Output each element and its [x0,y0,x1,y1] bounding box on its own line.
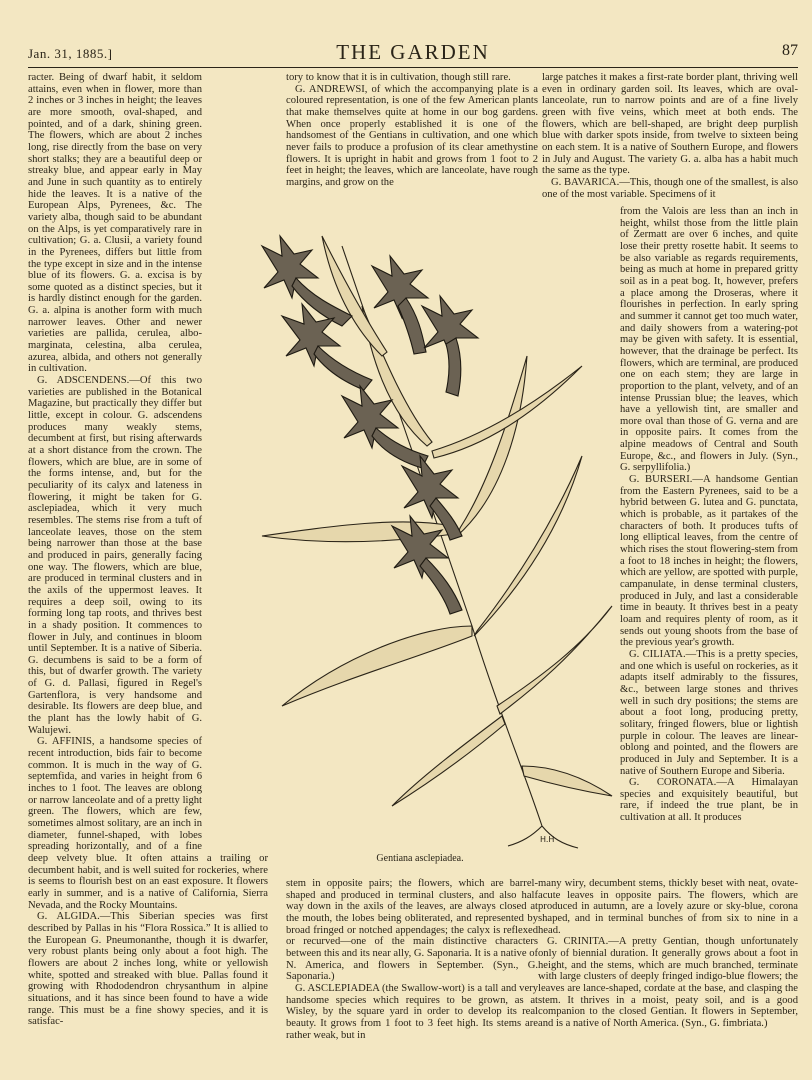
column-middle-bottom [286,878,538,1072]
paragraph: from the Valois are less than an inch in height, whilst those from the little plain of Zermatt are over 6 inches, and quite lose their pretty rosette habit. It seems to be also variable as regards requirements, being as much at home in prepared gritty soil as in a peat bog. It, however, prefers a place among the Droseras, where it flourishes in perfection. In early spring and summer it cannot get too much water, and daily showers from a watering-pot may be given with safety. It is essential, however, that the drainage be perfect. Its flowers, which are terminal, are produced one on each stem; they are large in proportion to the plant, velvety, and of an intense Prussian blue; the leaves, which have a yellowish tint, are smaller and more oval than those of G. verna and are in opposite pairs. It comes from the alpine meadows of Central and South Europe, &c., and flowers in July. (Syn., G. serpyllifolia.) [620,206,798,474]
header-rule [28,67,798,68]
paragraph-asclepiadea: G. ASCLEPIADEA (the Swallow-wort) is a tall and very handsome species which requires to be grown, as at Wisley, by the square yard in order to develop its real beauty. It grows from 1 foot to 3 feet high. Its stems are rather weak, but in [286,982,538,1041]
flower-cluster [262,236,478,614]
paragraph-burseri: G. BURSERI.—A handsome Gentian from the Eastern Pyrenees, said to be a hybrid between G. lutea and G. punctata, which is probable, as it partakes of the characters of both. It produces tufts of long elliptical leaves, from the centre of which rises the stout flowering-stem from a foot to 18 inches in height; the flowers, which are yellow, are spotted with purple, campanulate, in dense terminal clusters, produced in July, and last a considerable time in beauty. It thrives best in a peaty loam and requires plenty of room, as it sends out young shoots from the base of the previous year's growth. [620,474,798,649]
gentian-illustration [222,206,620,852]
paragraph-ciliata: G. CILIATA.—This is a pretty species, and one which is useful on rockeries, as it adapts itself admirably to the fissures, &c., between large stones and thrives well in such dry positions; the stems are about a foot long, producing pretty, solitary, fringed flowers, blue or lightish purple in colour. The leaves are linear-oblong and pointed, and the flowers are produced in July and September. It is a native of Southern Europe and Siberia. [620,648,798,777]
paragraph-algida: G. ALGIDA.—This Siberian species was first described by Pallas in his “Flora Rossica.” It is allied to the European G. Pneumonanthe, though it is dwarfer, very robust plants being only about a foot high. The flowers are about 2 inches long, white or yellowish white, spotted and streaked with blue. Pallas found it growing with Rhododendron chrysanthum in alpine situations, and it has since been found to have a wide range. This must be a fine showy species, and it is satisfac- [28,911,268,1028]
paragraph: large patches it makes a first-rate border plant, thriving well even in ordinary garden soil. Its leaves, which are oval-lanceolate, run to narrow points and are of a fine lively green with five veins, which meet at both ends. The flowers, which are bell-shaped, are bright deep purplish blue with darker spots inside, from twelve to sixteen being on each stem. It is a native of Southern Europe, and flowers in July and August. The variety G. a. alba has a habit much the same as the type. [542,72,798,177]
figure-caption: Gentiana asclepiadea. [376,853,464,864]
column-right-top [542,72,798,206]
flower-tube [314,346,372,390]
paragraph-andrewsi: G. ANDREWSI, of which the accompanying plate is a coloured representation, is one of the few American plants that make themselves quite at home in our bog gardens. When once properly established it is one of the handsomest of the Gentians in cultivation, and one which never fails to produce a profusion of its clear amethystine flowers. It is upright in habit and grows from 1 foot to 2 feet in height; the leaves, which are lanceolate, have rough margins, and grow on the [286,83,538,188]
page-header [28,40,798,66]
paragraph: racter. Being of dwarf habit, it seldom attains, even when in flower, more than 2 inches or 3 inches in height; the leaves are more smooth, oval-shaped, and pointed, and of a dark, shining green. The flowers, which are about 2 inches long, rise directly from the base on very short stalks; they are a beautiful deep or streaky blue, and appear early in May and June in such quantity as to entirely hide the leaves. It is a native of the European Alps, Pyrenees, &c. The variety alba, though said to be abundant on the Alps, is yet comparatively rare in cultivation; G. a. Clusii, a variety found in the Pyrenees, differs but little from the type except in size and in the intense blue of its flowers. G. a. excisa is by some quoted as a distinct species, but it is hardly distinct enough for the garden. G. a. alpina is another form with much narrower leaves. Other and newer varieties are pallida, cerulea, albo-marginata, celestina, alba cerulea, azurea, albida, and others not generally in cultivation. [28,72,202,375]
issue-date: Jan. 31, 1885.] [28,46,113,61]
paragraph-coronata: G. CORONATA.—A Himalayan species and exquisitely beautiful, but rare, if indeed the true plant, be in cultivation at all. It produces [620,777,798,824]
leaf [322,236,387,356]
column-middle-top [286,72,538,204]
column-right-narrow [620,206,798,866]
column-right-bottom [538,878,798,1072]
artist-signature: H.H [540,835,555,844]
leaf [282,626,472,706]
leaf [522,766,612,796]
paragraph-adscendens: G. ADSCENDENS.—Of this two varieties are published in the Botanical Magazine, but practically they differ but little, except in colour. G. adscendens produces many weakly stems, decumbent at first, but rising afterwards at a short distance from the crown. The flowers, which are blue, are in some of the forms intense, and, but for the peculiarity of its calyx and lateness in flowering, it might be taken for G. asclepiadea, which it very much resembles. The stems rise from a tuft of lanceolate leaves, those on the stem being narrower than those at the base and produced in pairs, generally facing one way. The flowers, which are blue, are produced in terminal clusters and in the axils of the uppermost leaves. It requires a deep soil, owing to its forming long tap roots, and thrives best in a shady position. It commences to flower in July, and continues in bloom until September. It is a native of Siberia. G. decumbens is said to be a form of this, but of dwarfer growth. The variety of G. d. Pallasi, figured in Regel's Gartenflora, is very handsome and desirable. Its flowers are deep blue, and the plant has the lowly habit of G. Walujewi. [28,375,202,736]
flower-tube [420,558,462,614]
paragraph-bavarica: G. BAVARICA.—This, though one of the smallest, is also one of the most variable. Specimens of it [542,176,798,200]
publication-title: THE GARDEN [336,40,490,64]
flower-tube [446,338,461,396]
paragraph: many wiry, decumbent stems, thickly beset with neat, ovate-acute leaves in opposite pairs. The flowers, which are produced in autumn, are a lovely azure or sky-blue, corona shaped, and in terminal bunches of from six to nine in a head. [538,878,798,936]
paragraph-affinis: G. AFFINIS, a handsome species of recent introduction, bids fair to become common. It is much in the way of G. septemfida, and varies in height from 6 inches to 1 foot. The leaves are oblong or narrow lanceolate and of a pretty light green. The flowers, which are few, sometimes almost solitary, are an inch in diameter, funnel-shaped, with lobes spreading horizontally, and of a fine deep velvety blue. It often attains a trailing or decumbent habit, and is well suited for rockeries, where is seems to flourish best on an east exposure. It flowers early in summer, and is a native of California, Sierra Nevada, and the Rocky Mountains. [28,736,268,911]
page-number: 87 [782,42,798,59]
paragraph: tory to know that it is in cultivation, though still rare. [286,72,511,83]
flower [402,456,458,518]
leaf [497,606,612,714]
leaf [392,716,505,806]
paragraph-crinita: G. CRINITA.—A pretty Gentian, though unfortunately only of biennial duration. It generally grows about a foot in height, and the stems, which are much branched, terminate with large clusters of deeply fringed indigo-blue flowers; the leaves are lance-shaped, cordate at the base, and clasping the stem. It thrives in a moist, peaty soil, and is a good companion to the closed Gentian. It flowers in September, and is a native of North America. (Syn., G. fimbriata.) [538,936,798,1029]
flower [262,236,318,298]
paragraph: stem in opposite pairs; the flowers, which are barrel-shaped and produced in terminal clusters, and also half way down in the axils of the leaves, are always closed at the mouth, the lobes being obliterated, and represented by broad fringed or notched appendages; the calyx is reflexed or recurved—one of the main distinctive characters between this and its near ally, G. Saponaria. It is a native of N. America, and flowers in September. (Syn., G. Saponaria.) [286,878,538,983]
